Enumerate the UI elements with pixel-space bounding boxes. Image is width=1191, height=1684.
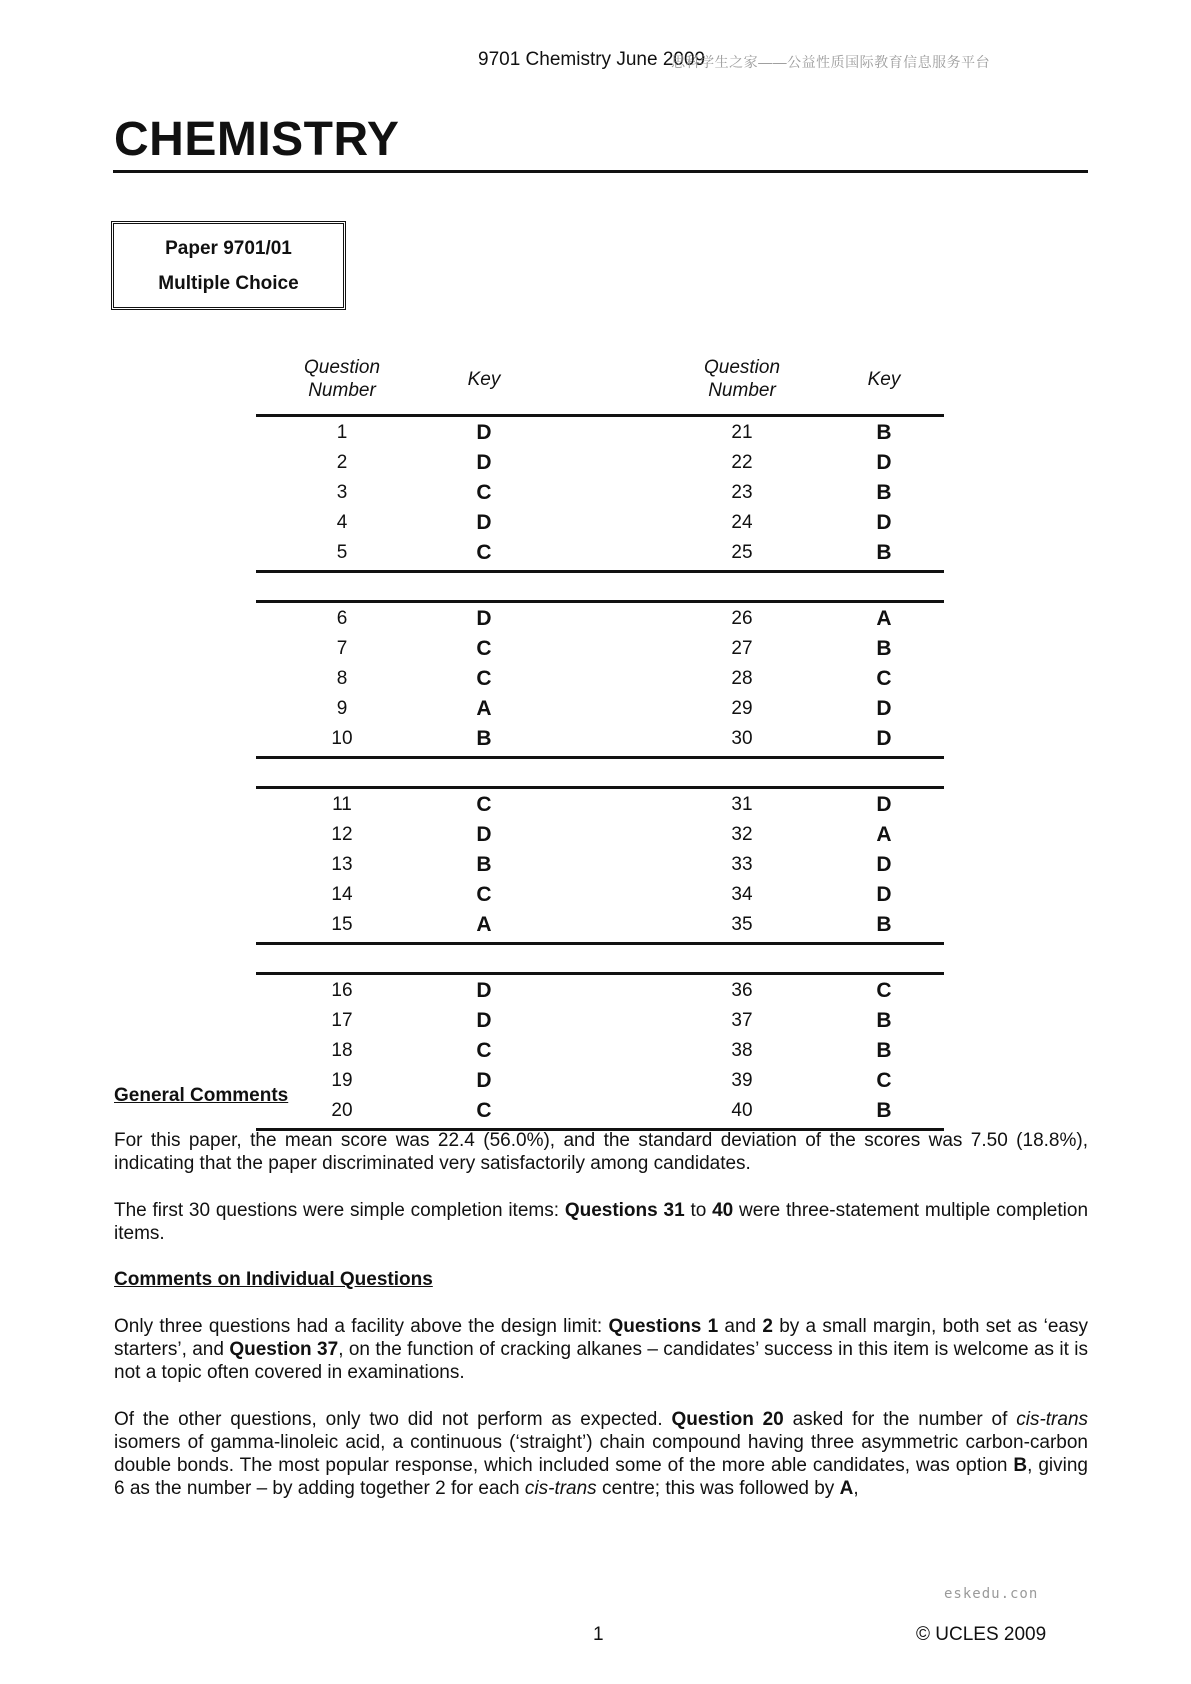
answer-key: B	[876, 1039, 892, 1062]
table-row	[256, 508, 944, 538]
header-question-number-right: Question Number	[703, 357, 781, 401]
question-number: 22	[731, 452, 753, 473]
answer-key: D	[476, 421, 492, 444]
answer-key: D	[476, 511, 492, 534]
title-rule	[113, 170, 1088, 173]
answer-key: C	[476, 637, 492, 660]
answer-key: D	[876, 697, 892, 720]
table-header	[256, 356, 944, 416]
header-key-right: Key	[867, 369, 901, 390]
table-row	[256, 850, 944, 880]
question-number: 35	[731, 914, 753, 935]
question-number: 13	[331, 854, 353, 875]
question-number: 2	[336, 452, 348, 473]
answer-key: C	[876, 667, 892, 690]
header-question-number-left: Question Number	[303, 357, 381, 401]
answer-key: D	[476, 823, 492, 846]
question-number: 12	[331, 824, 353, 845]
answer-key: C	[476, 481, 492, 504]
group-bottom-rule	[256, 756, 944, 759]
individual-comments-heading: Comments on Individual Questions	[114, 1269, 433, 1290]
answer-key: D	[876, 727, 892, 750]
question-number: 33	[731, 854, 753, 875]
answer-key: D	[476, 979, 492, 1002]
answer-key: D	[476, 607, 492, 630]
question-number: 25	[731, 542, 753, 563]
individual-comments-paragraph-1: Only three questions had a facility above the design limit: Questions 1 and 2 by a small margin, both set as ‘easy starters’, and Question 37, on the function of cracking alkanes – candidates’ success in this item is welcome as it is not a topic often covered in examinations.	[114, 1316, 1089, 1383]
answer-key: D	[876, 793, 892, 816]
answer-key: B	[476, 727, 492, 750]
question-number: 18	[331, 1040, 353, 1061]
table-row	[256, 664, 944, 694]
question-number: 19	[331, 1070, 353, 1091]
answer-key: D	[476, 451, 492, 474]
group-bottom-rule	[256, 942, 944, 945]
question-number: 24	[731, 512, 753, 533]
answer-key: D	[876, 451, 892, 474]
question-number: 27	[731, 638, 753, 659]
answer-key: B	[476, 853, 492, 876]
table-row	[256, 976, 944, 1006]
question-number: 31	[731, 794, 753, 815]
page-title: CHEMISTRY	[114, 113, 400, 166]
group-bottom-rule	[256, 570, 944, 573]
answer-key: D	[476, 1009, 492, 1032]
question-number: 40	[731, 1100, 753, 1121]
question-number: 23	[731, 482, 753, 503]
answer-key: D	[876, 853, 892, 876]
group-top-rule	[256, 786, 944, 789]
question-number: 3	[336, 482, 348, 503]
table-row	[256, 1036, 944, 1066]
paper-type: Multiple Choice	[158, 273, 299, 294]
answer-key: C	[876, 979, 892, 1002]
question-number: 16	[331, 980, 353, 1001]
question-number: 4	[336, 512, 348, 533]
question-number: 14	[331, 884, 353, 905]
general-comments-paragraph-2: The first 30 questions were simple completion items: Questions 31 to 40 were three-statement multiple completion items.	[114, 1200, 1089, 1244]
question-number: 11	[332, 794, 352, 815]
question-number: 32	[731, 824, 753, 845]
paper-info-box	[111, 221, 346, 310]
running-header	[478, 49, 990, 71]
table-row	[256, 724, 944, 754]
question-number: 34	[731, 884, 753, 905]
question-number: 8	[336, 668, 348, 689]
answer-key: B	[876, 541, 892, 564]
header-key-left: Key	[467, 369, 501, 390]
answer-key: C	[476, 883, 492, 906]
question-number: 37	[731, 1010, 753, 1031]
question-number: 30	[731, 728, 753, 749]
table-row	[256, 418, 944, 448]
table-row	[256, 1066, 944, 1096]
answer-key: B	[876, 637, 892, 660]
question-number: 9	[336, 698, 348, 719]
table-row	[256, 1096, 944, 1126]
paper-code: Paper 9701/01	[165, 238, 292, 259]
question-number: 21	[731, 422, 753, 443]
question-number: 28	[731, 668, 753, 689]
question-number: 29	[731, 698, 753, 719]
question-number: 39	[731, 1070, 753, 1091]
copyright: © UCLES 2009	[916, 1624, 1047, 1645]
question-number: 36	[731, 980, 753, 1001]
individual-comments-paragraph-2: Of the other questions, only two did not perform as expected. Question 20 asked for the number of cis-trans isomers of gamma-linoleic acid, a continuous (‘straight’) chain compound having three asymmetric carbon-carbon double bonds. The most popular response, which included some of the more able candidates, was option B, giving 6 as the number – by adding together 2 for each cis-trans centre; this was followed by A,	[114, 1409, 1089, 1499]
answer-key: C	[476, 541, 492, 564]
question-number: 10	[331, 728, 353, 749]
answer-key: A	[476, 697, 492, 720]
group-top-rule	[256, 972, 944, 975]
answer-key: C	[476, 793, 492, 816]
group-top-rule	[256, 414, 944, 417]
question-number: 38	[731, 1040, 753, 1061]
answer-key: B	[876, 1099, 892, 1122]
table-row	[256, 634, 944, 664]
general-comments-heading: General Comments	[114, 1085, 289, 1106]
table-row	[256, 790, 944, 820]
answer-key: C	[876, 1069, 892, 1092]
question-number: 6	[336, 608, 348, 629]
general-comments-paragraph-1: For this paper, the mean score was 22.4 (56.0%), and the standard deviation of the scores was 7.50 (18.8%), indicating that the paper discriminated very satisfactorily among candidates.	[114, 1130, 1088, 1174]
header-watermark: 思科学生之家——公益性质国际教育信息服务平台	[671, 54, 991, 70]
answer-key: A	[876, 823, 892, 846]
answer-key: C	[476, 667, 492, 690]
answer-key: D	[876, 883, 892, 906]
table-row	[256, 820, 944, 850]
answer-key: B	[876, 481, 892, 504]
question-number: 20	[331, 1100, 353, 1121]
question-number: 26	[731, 608, 753, 629]
question-number: 1	[336, 422, 348, 443]
footer-watermark: eskedu.con	[944, 1586, 1039, 1602]
answer-key-table	[256, 356, 944, 1122]
answer-key: C	[476, 1099, 492, 1122]
answer-key: B	[876, 913, 892, 936]
answer-key: B	[876, 421, 892, 444]
page-number: 1	[593, 1624, 604, 1645]
table-row	[256, 880, 944, 910]
header-title: 9701 Chemistry June 2009	[478, 49, 706, 70]
answer-key: D	[876, 511, 892, 534]
answer-key: A	[876, 607, 892, 630]
answer-key: D	[476, 1069, 492, 1092]
question-number: 15	[331, 914, 353, 935]
question-number: 7	[336, 638, 348, 659]
answer-key: B	[876, 1009, 892, 1032]
answer-key: A	[476, 913, 492, 936]
answer-key: C	[476, 1039, 492, 1062]
question-number: 17	[331, 1010, 353, 1031]
table-row	[256, 604, 944, 634]
table-row	[256, 538, 944, 568]
table-row	[256, 1006, 944, 1036]
table-row	[256, 448, 944, 478]
table-row	[256, 478, 944, 508]
question-number: 5	[336, 542, 348, 563]
table-row	[256, 910, 944, 940]
group-top-rule	[256, 600, 944, 603]
table-row	[256, 694, 944, 724]
